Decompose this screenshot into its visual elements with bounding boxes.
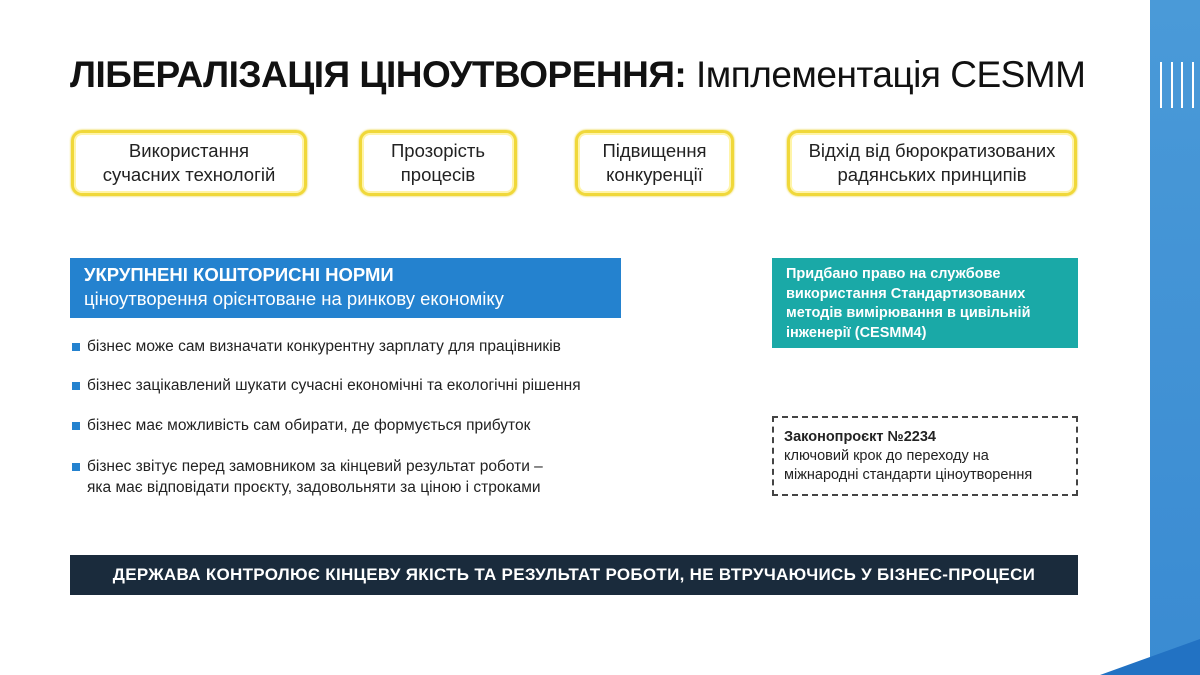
- norms-heading: УКРУПНЕНІ КОШТОРИСНІ НОРМИ: [84, 264, 394, 285]
- law-text: ключовий крок до переходу на міжнародні стандарти ціноутворення: [784, 448, 1033, 483]
- norms-header: [70, 258, 621, 318]
- pill-competition: [575, 130, 734, 196]
- pill-line: Прозорість: [391, 140, 485, 161]
- pill-line: сучасних технологій: [102, 164, 276, 185]
- law-box: [772, 416, 1078, 496]
- cesmm-info-box: [772, 258, 1078, 348]
- pill-line: конкуренції: [606, 164, 703, 185]
- bullet-square-icon: [72, 382, 80, 390]
- norms-subheading: ціноутворення орієнтоване на ринкову економіку: [84, 288, 504, 309]
- bottom-banner: [70, 555, 1078, 595]
- list-item-text: бізнес має можливість сам обирати, де формується прибуток: [87, 417, 531, 434]
- list-item: [70, 375, 581, 396]
- list-item: [70, 415, 530, 436]
- page-title: [70, 52, 1085, 98]
- bullet-square-icon: [72, 422, 80, 430]
- pill-line: Підвищення: [602, 140, 707, 161]
- list-item-text: бізнес звітує перед замовником за кінцевий результат роботи –: [87, 458, 543, 475]
- pill-line: процесів: [400, 164, 476, 185]
- list-item: [70, 336, 561, 357]
- cesmm-info-text: Придбано право на службове використання Стандартизованих методів вимірювання в цивільній інженерії (CESMM4): [786, 266, 1031, 341]
- list-item-text: бізнес може сам визначати конкурентну зарплату для працівників: [87, 338, 561, 355]
- law-title: Законопроєкт №2234: [784, 429, 936, 445]
- page-title-bold: ЛІБЕРАЛІЗАЦІЯ ЦІНОУТВОРЕННЯ:: [70, 54, 687, 95]
- list-item-text: бізнес зацікавлений шукати сучасні економічні та екологічні рішення: [87, 377, 581, 394]
- list-item: [70, 456, 543, 498]
- pill-line: радянських принципів: [837, 164, 1027, 185]
- bottom-banner-text: ДЕРЖАВА КОНТРОЛЮЄ КІНЦЕВУ ЯКІСТЬ ТА РЕЗУЛЬТАТ РОБОТИ, НЕ ВТРУЧАЮЧИСЬ У БІЗНЕС-ПРОЦЕСИ: [112, 565, 1036, 584]
- pill-technologies: [71, 130, 307, 196]
- pill-line: Використання: [128, 140, 250, 161]
- list-item-text: яка має відповідати проєкту, задовольняти за ціною і строками: [87, 479, 541, 496]
- pill-line: Відхід від бюрократизованих: [808, 140, 1056, 161]
- corner-triangle: [1100, 639, 1200, 675]
- decorative-lines-icon: [1160, 62, 1194, 108]
- bullet-square-icon: [72, 463, 80, 471]
- pill-transparency: [359, 130, 517, 196]
- page-title-light: Імплементація CESMM: [696, 54, 1086, 95]
- bullet-square-icon: [72, 343, 80, 351]
- pill-bureaucracy: [787, 130, 1077, 196]
